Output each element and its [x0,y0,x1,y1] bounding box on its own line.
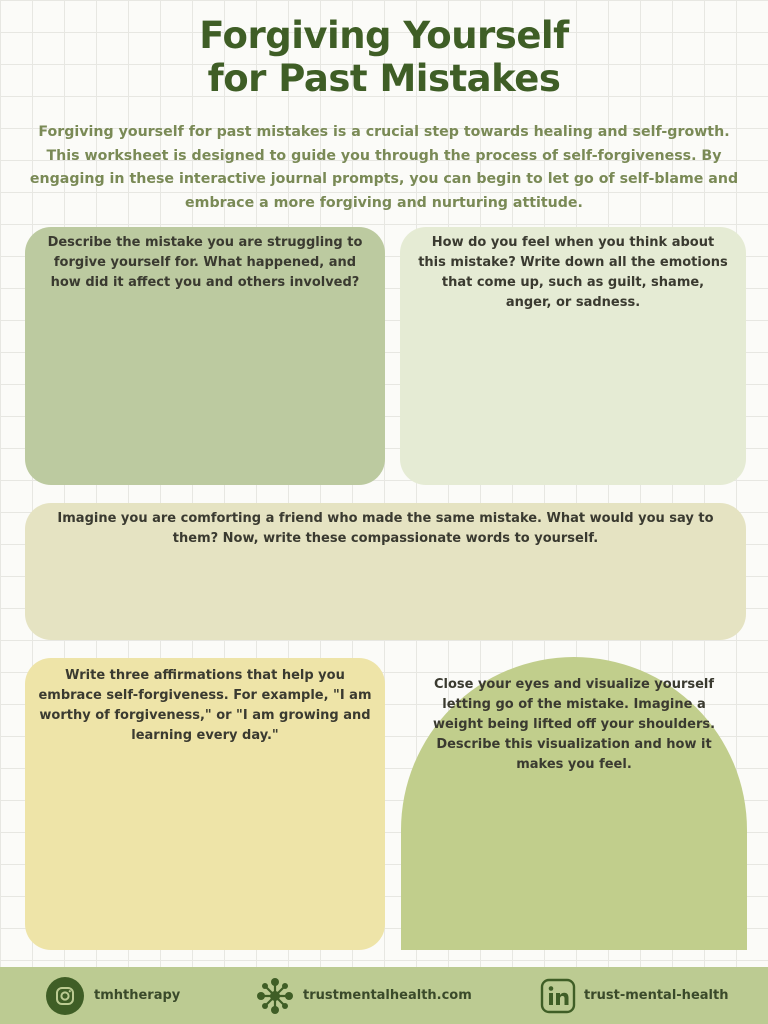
linkedin-link[interactable] [540,967,728,1024]
friend-prompt-card[interactable] [25,503,746,640]
feelings-prompt-text: How do you feel when you think about this mistake? Write down all the emotions that come up, such as guilt, shame, anger, or sadness. [418,235,728,310]
website-link[interactable] [255,967,472,1024]
visualization-prompt-card[interactable] [401,657,747,950]
instagram-handle: tmhtherapy [94,988,181,1003]
affirmations-prompt-card[interactable] [25,658,385,950]
page-title [0,14,768,100]
mistake-prompt-text: Describe the mistake you are struggling to forgive yourself for. What happened, and how did it affect you and others involved? [47,235,363,290]
website-url: trustmentalhealth.com [303,988,472,1003]
linkedin-icon [540,978,576,1014]
intro-paragraph: Forgiving yourself for past mistakes is a crucial step towards healing and self-growth. This worksheet is designed to guide you through the process of self-forgiveness. By engaging in these interactive journal prompts, you can begin to let go of self-blame and embrace a more forgiving and nurturing attitude. [29,124,739,211]
title-line-1: Forgiving Yourself [199,14,569,57]
affirmations-prompt-text: Write three affirmations that help you embrace self-forgiveness. For example, "I am worthy of forgiveness," or "I am growing and learning every day." [38,668,372,743]
feelings-prompt-card[interactable] [400,227,746,485]
linkedin-handle: trust-mental-health [584,988,729,1003]
friend-prompt-text: Imagine you are comforting a friend who made the same mistake. What would you say to them? Now, write these compassionate words to yourself. [57,511,714,546]
visualization-prompt-text: Close your eyes and visualize yourself letting go of the mistake. Imagine a weight being lifted off your shoulders. Describe this visualization and how it makes you feel. [432,677,716,772]
instagram-icon [46,977,84,1015]
instagram-link[interactable] [46,967,180,1024]
network-logo-icon [255,976,295,1016]
mistake-prompt-card[interactable] [25,227,385,485]
footer [0,967,768,1024]
title-line-2: for Past Mistakes [207,57,561,100]
